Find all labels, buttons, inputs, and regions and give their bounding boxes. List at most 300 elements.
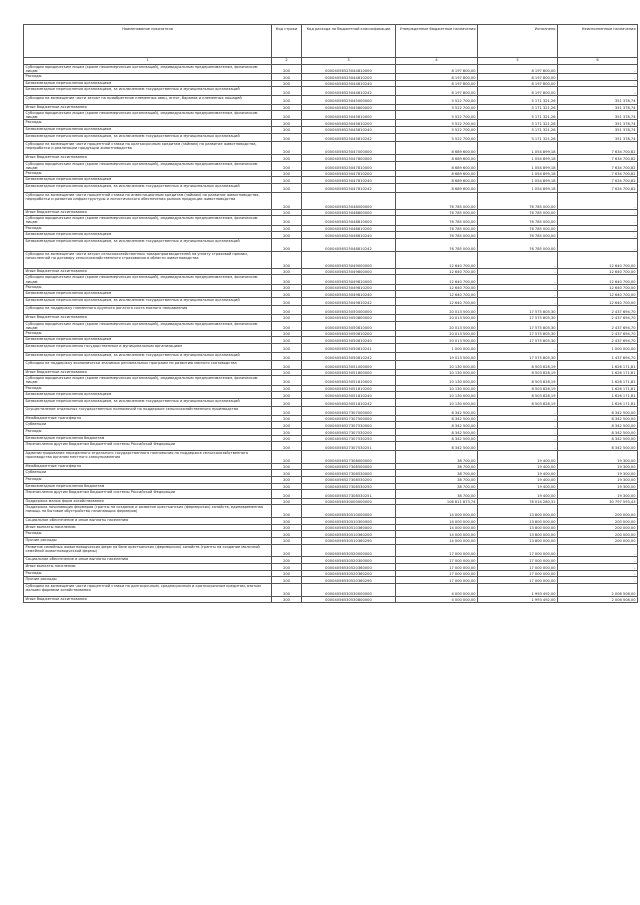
- row-unexecuted: 200 000,00: [558, 518, 638, 525]
- table-row: [24, 570, 638, 577]
- table-row: [24, 442, 638, 451]
- column-number: 5: [478, 58, 558, 65]
- header-approved: Утвержденные бюджетные назначения: [396, 25, 478, 58]
- row-budget-code: 00004056525047810000: [302, 161, 396, 170]
- row-executed: 17 575 805,30: [478, 337, 558, 344]
- row-approved: 5 522 700,00: [396, 95, 478, 104]
- row-approved: 76 785 000,00: [396, 209, 478, 216]
- table-row: [24, 321, 638, 330]
- table-row: [24, 450, 638, 463]
- row-line-code: 200: [272, 531, 302, 538]
- row-unexecuted: 7 634 700,82: [558, 155, 638, 162]
- row-approved: 17 000 000,00: [396, 577, 478, 584]
- row-executed: -: [478, 268, 558, 275]
- row-approved: 10 130 000,00: [396, 369, 478, 376]
- table-row: [24, 238, 638, 251]
- row-line-code: 200: [272, 498, 302, 505]
- row-name: Межбюджетные трансферты: [24, 415, 272, 422]
- table-row: [24, 435, 638, 442]
- table-row: [24, 80, 638, 87]
- table-row: [24, 268, 638, 275]
- row-name: Безвозмездные перечисления организациям: [24, 232, 272, 239]
- row-line-code: 200: [272, 291, 302, 298]
- row-approved: 17 000 000,00: [396, 557, 478, 564]
- row-approved: 1 000 000,00: [396, 343, 478, 352]
- row-unexecuted: 8 342 500,00: [558, 415, 638, 422]
- table-row: [24, 483, 638, 490]
- table-row: [24, 87, 638, 96]
- row-unexecuted: -: [558, 232, 638, 239]
- row-line-code: 200: [272, 518, 302, 525]
- row-budget-code: 00004056525049000000: [302, 251, 396, 268]
- row-name: Безвозмездные перечисления организациям, за исключением государственных и муниципальных организаций: [24, 398, 272, 407]
- row-executed: 1 054 899,18: [478, 155, 558, 162]
- row-name: Социальное обеспечение и иные выплаты населению: [24, 518, 272, 525]
- row-executed: -: [478, 275, 558, 284]
- row-unexecuted: 8 342 500,00: [558, 435, 638, 442]
- row-executed: 17 575 805,30: [478, 352, 558, 361]
- row-name: Расходы: [24, 120, 272, 127]
- table-row: [24, 225, 638, 232]
- row-unexecuted: 1 626 171,81: [558, 398, 638, 407]
- row-budget-code: 00004056525044810000: [302, 65, 396, 74]
- table-row: [24, 343, 638, 352]
- row-executed: 76 785 000,00: [478, 232, 558, 239]
- row-budget-code: 00004056527307530000: [302, 422, 396, 429]
- row-approved: 20 013 500,00: [396, 314, 478, 321]
- table-row: [24, 463, 638, 470]
- row-unexecuted: -: [558, 577, 638, 584]
- row-name: Субсидии на возмещение части процентной ставки по долгосрочным, среднесрочным и краткосрочным кредитам, взятым малыми формами хозяйствования: [24, 583, 272, 596]
- row-unexecuted: 8 342 500,00: [558, 407, 638, 416]
- row-unexecuted: 351 378,74: [558, 104, 638, 111]
- row-approved: 8 689 600,00: [396, 177, 478, 184]
- row-line-code: 200: [272, 557, 302, 564]
- row-unexecuted: 1 626 171,81: [558, 392, 638, 399]
- row-approved: 14 000 000,00: [396, 518, 478, 525]
- row-name: Субсидии юридическим лицам (кроме некоммерческих организаций), индивидуальным предпринимателям, физическим лицам: [24, 275, 272, 284]
- table-row: [24, 284, 638, 291]
- row-name: Иные бюджетные ассигнования: [24, 268, 272, 275]
- table-row: [24, 170, 638, 177]
- table-row: [24, 133, 638, 142]
- row-budget-code: 00004056525049810000: [302, 275, 396, 284]
- row-executed: 13 800 000,00: [478, 505, 558, 518]
- row-executed: 19 400,00: [478, 476, 558, 483]
- row-name: Субсидии юридическим лицам (кроме некоммерческих организаций), индивидуальным предпринимателям, физическим лицам: [24, 376, 272, 385]
- table-row: [24, 596, 638, 603]
- row-line-code: 200: [272, 161, 302, 170]
- header-executed: Исполнено: [478, 25, 558, 58]
- row-line-code: 200: [272, 232, 302, 239]
- row-budget-code: 00004056525050800000: [302, 314, 396, 321]
- table-row: [24, 537, 638, 544]
- row-name: Безвозмездные перечисления организациям, за исключением государственных и муниципальных организаций: [24, 297, 272, 306]
- row-approved: 8 197 800,00: [396, 74, 478, 81]
- table-row: [24, 74, 638, 81]
- table-body: [24, 65, 638, 603]
- row-approved: 14 000 000,00: [396, 531, 478, 538]
- row-unexecuted: -: [558, 238, 638, 251]
- row-executed: 76 785 000,00: [478, 216, 558, 225]
- table-row: [24, 392, 638, 399]
- row-budget-code: 00004056527308530250: [302, 483, 396, 490]
- row-approved: 8 342 500,00: [396, 422, 478, 429]
- row-line-code: 200: [272, 476, 302, 483]
- row-approved: 20 013 500,00: [396, 306, 478, 315]
- row-executed: -: [478, 407, 558, 416]
- header-budget-classification: Код расхода по бюджетной классификации: [302, 25, 396, 58]
- row-name: Субсидии на поддержку экономически значимых региональных программ по развитию мясного скотоводства: [24, 361, 272, 370]
- row-budget-code: 00004056527307530251: [302, 442, 396, 451]
- row-name: Субсидии на возмещение части процентной ставки по инвестиционным кредитам (займам) на развитие животноводства, переработки и развития инфраструктуры и логистического обеспечения рынков продукции животноводства: [24, 192, 272, 209]
- row-name: Расходы: [24, 330, 272, 337]
- row-executed: 5 171 321,26: [478, 95, 558, 104]
- row-name: Расходы: [24, 170, 272, 177]
- row-approved: 12 640 700,00: [396, 275, 478, 284]
- row-line-code: 200: [272, 564, 302, 571]
- row-unexecuted: -: [558, 192, 638, 209]
- row-name: Межбюджетные трансферты: [24, 463, 272, 470]
- table-row: [24, 306, 638, 315]
- row-unexecuted: 19 300,00: [558, 483, 638, 490]
- row-approved: 5 522 700,00: [396, 120, 478, 127]
- row-name: Иные бюджетные ассигнования: [24, 596, 272, 603]
- row-approved: 8 342 500,00: [396, 442, 478, 451]
- table-row: [24, 476, 638, 483]
- row-executed: -: [478, 284, 558, 291]
- row-unexecuted: 200 000,00: [558, 531, 638, 538]
- row-executed: 76 014 280,31: [478, 498, 558, 505]
- table-row: [24, 251, 638, 268]
- row-approved: 10 130 000,00: [396, 361, 478, 370]
- table-row: [24, 161, 638, 170]
- row-executed: 19 400,00: [478, 463, 558, 470]
- row-approved: 20 013 500,00: [396, 321, 478, 330]
- row-line-code: 200: [272, 238, 302, 251]
- row-budget-code: 00004056525051810000: [302, 376, 396, 385]
- row-approved: 38 700,00: [396, 483, 478, 490]
- row-line-code: 200: [272, 111, 302, 120]
- row-approved: 5 522 700,00: [396, 104, 478, 111]
- row-name: Развитие семейных животноводческих ферм на базе крестьянских (фермерских) хозяйств (гранты на создание молочной семейной животноводческой фермы): [24, 544, 272, 557]
- table-row: [24, 385, 638, 392]
- row-executed: 19 400,00: [478, 483, 558, 490]
- table-row: [24, 216, 638, 225]
- row-unexecuted: 8 342 500,00: [558, 429, 638, 436]
- row-executed: 17 575 805,30: [478, 321, 558, 330]
- row-approved: 12 640 700,00: [396, 291, 478, 298]
- row-executed: 1 054 899,18: [478, 177, 558, 184]
- row-executed: 17 575 805,30: [478, 330, 558, 337]
- row-name: Иные бюджетные ассигнования: [24, 209, 272, 216]
- row-approved: 10 130 000,00: [396, 376, 478, 385]
- column-number: 4: [396, 58, 478, 65]
- row-approved: 5 522 700,00: [396, 126, 478, 133]
- row-name: Субсидии юридическим лицам (кроме некоммерческих организаций), индивидуальным предпринимателям, физическим лицам: [24, 216, 272, 225]
- row-line-code: 200: [272, 490, 302, 499]
- row-line-code: 200: [272, 297, 302, 306]
- row-name: Безвозмездные перечисления бюджетам: [24, 483, 272, 490]
- row-unexecuted: 351 378,74: [558, 95, 638, 104]
- column-number: 2: [272, 58, 302, 65]
- row-line-code: 200: [272, 392, 302, 399]
- table-row: [24, 583, 638, 596]
- row-line-code: 200: [272, 95, 302, 104]
- row-budget-code: 00004056527308000000: [302, 450, 396, 463]
- row-line-code: 200: [272, 596, 302, 603]
- row-executed: -: [478, 435, 558, 442]
- row-budget-code: 00004056527308530251: [302, 490, 396, 499]
- row-unexecuted: 2 437 694,70: [558, 337, 638, 344]
- table-row: [24, 275, 638, 284]
- table-row: [24, 209, 638, 216]
- row-line-code: 200: [272, 192, 302, 209]
- row-executed: 5 171 321,26: [478, 133, 558, 142]
- row-executed: -: [478, 442, 558, 451]
- row-approved: 8 689 600,00: [396, 161, 478, 170]
- row-line-code: 200: [272, 537, 302, 544]
- row-unexecuted: 1 000 000,00: [558, 343, 638, 352]
- row-approved: 8 689 600,00: [396, 170, 478, 177]
- row-line-code: 200: [272, 352, 302, 361]
- row-unexecuted: 351 378,74: [558, 111, 638, 120]
- row-name: Субвенции: [24, 422, 272, 429]
- table-row: [24, 111, 638, 120]
- row-executed: 19 400,00: [478, 470, 558, 477]
- row-executed: 76 785 000,00: [478, 238, 558, 251]
- row-name: Поддержка начинающих фермеров (гранты на создание и развитие крестьянских (фермерских) хозяйств, единовременная помощь на бытовое обустройство начинающих фермеров): [24, 505, 272, 518]
- row-unexecuted: -: [558, 570, 638, 577]
- row-unexecuted: 12 640 700,00: [558, 268, 638, 275]
- row-unexecuted: -: [558, 65, 638, 74]
- row-unexecuted: 2 437 694,70: [558, 330, 638, 337]
- row-unexecuted: 2 437 694,70: [558, 321, 638, 330]
- row-executed: 13 800 000,00: [478, 531, 558, 538]
- table-row: [24, 314, 638, 321]
- row-unexecuted: 12 640 700,00: [558, 297, 638, 306]
- row-unexecuted: 2 006 508,00: [558, 596, 638, 603]
- row-line-code: 200: [272, 183, 302, 192]
- row-budget-code: 00004056527307000000: [302, 407, 396, 416]
- row-line-code: 200: [272, 142, 302, 155]
- row-unexecuted: 19 300,00: [558, 476, 638, 483]
- row-budget-code: 00004056530510300000: [302, 518, 396, 525]
- row-name: Безвозмездные перечисления организациям: [24, 177, 272, 184]
- row-unexecuted: 2 437 694,70: [558, 306, 638, 315]
- row-executed: 8 503 828,19: [478, 392, 558, 399]
- row-name: Иные выплаты населению: [24, 524, 272, 531]
- row-name: Иные бюджетные ассигнования: [24, 155, 272, 162]
- row-budget-code: 00004056525049810240: [302, 291, 396, 298]
- row-budget-code: 00004056525048810240: [302, 232, 396, 239]
- row-unexecuted: 351 378,74: [558, 126, 638, 133]
- column-number: 1: [24, 58, 272, 65]
- header-unexecuted: Неисполненные назначения: [558, 25, 638, 58]
- table-row: [24, 361, 638, 370]
- row-name: Безвозмездные перечисления государственным и муниципальным организациям: [24, 343, 272, 352]
- table-row: [24, 498, 638, 505]
- row-budget-code: 00004056530520000000: [302, 544, 396, 557]
- row-line-code: 200: [272, 80, 302, 87]
- table-row: [24, 297, 638, 306]
- row-budget-code: 00004056527308500000: [302, 463, 396, 470]
- row-unexecuted: -: [558, 564, 638, 571]
- row-line-code: 200: [272, 361, 302, 370]
- row-name: Безвозмездные перечисления организациям, за исключением государственных и муниципальных организаций: [24, 238, 272, 251]
- row-executed: 8 197 800,00: [478, 74, 558, 81]
- row-executed: 1 054 899,18: [478, 161, 558, 170]
- row-budget-code: 00004056530520360200: [302, 570, 396, 577]
- table-row: [24, 415, 638, 422]
- row-line-code: 200: [272, 268, 302, 275]
- table-row: [24, 352, 638, 361]
- row-line-code: 200: [272, 505, 302, 518]
- row-unexecuted: -: [558, 544, 638, 557]
- row-budget-code: 00004056525047810240: [302, 177, 396, 184]
- row-executed: 8 197 800,00: [478, 80, 558, 87]
- row-executed: 13 800 000,00: [478, 518, 558, 525]
- row-budget-code: 00004056527308530200: [302, 476, 396, 483]
- table-row: [24, 142, 638, 155]
- row-unexecuted: 1 626 171,81: [558, 369, 638, 376]
- row-name: Безвозмездные перечисления организациям, за исключением государственных и муниципальных организаций: [24, 133, 272, 142]
- row-line-code: 200: [272, 343, 302, 352]
- table-row: [24, 126, 638, 133]
- table-row: [24, 104, 638, 111]
- row-line-code: 200: [272, 170, 302, 177]
- row-unexecuted: 7 634 700,82: [558, 170, 638, 177]
- row-unexecuted: 7 634 700,82: [558, 183, 638, 192]
- row-executed: 19 400,00: [478, 490, 558, 499]
- row-approved: 76 785 000,00: [396, 232, 478, 239]
- row-approved: 12 640 700,00: [396, 268, 478, 275]
- row-line-code: 200: [272, 369, 302, 376]
- row-budget-code: 00004056525047810200: [302, 170, 396, 177]
- row-executed: 76 785 000,00: [478, 192, 558, 209]
- row-line-code: 200: [272, 177, 302, 184]
- row-executed: -: [478, 343, 558, 352]
- row-budget-code: 00004056525048810000: [302, 216, 396, 225]
- row-executed: 76 785 000,00: [478, 225, 558, 232]
- table-row: [24, 330, 638, 337]
- table-row: [24, 398, 638, 407]
- row-line-code: 200: [272, 435, 302, 442]
- row-budget-code: 00004056525050810241: [302, 343, 396, 352]
- row-unexecuted: 19 300,00: [558, 470, 638, 477]
- row-unexecuted: 2 437 694,70: [558, 314, 638, 321]
- row-approved: 4 000 000,00: [396, 583, 478, 596]
- row-name: Иные бюджетные ассигнования: [24, 314, 272, 321]
- row-line-code: 200: [272, 216, 302, 225]
- row-line-code: 200: [272, 583, 302, 596]
- row-budget-code: 00004056530510360290: [302, 537, 396, 544]
- row-approved: 10 130 000,00: [396, 392, 478, 399]
- row-name: Безвозмездные перечисления организациям: [24, 291, 272, 298]
- row-budget-code: 00004056530510360200: [302, 531, 396, 538]
- row-unexecuted: -: [558, 209, 638, 216]
- row-executed: 8 197 800,00: [478, 65, 558, 74]
- row-approved: 12 640 700,00: [396, 297, 478, 306]
- row-budget-code: 00004056525048810200: [302, 225, 396, 232]
- row-budget-code: 00004056527307500000: [302, 415, 396, 422]
- row-unexecuted: 12 640 700,00: [558, 251, 638, 268]
- row-line-code: 200: [272, 330, 302, 337]
- row-line-code: 200: [272, 463, 302, 470]
- table-row: [24, 65, 638, 74]
- row-approved: 10 130 000,00: [396, 385, 478, 392]
- row-approved: 20 013 500,00: [396, 330, 478, 337]
- row-budget-code: 00004056530000000000: [302, 498, 396, 505]
- row-unexecuted: 1 626 171,81: [558, 385, 638, 392]
- row-budget-code: 00004056530510360000: [302, 524, 396, 531]
- table-row: [24, 524, 638, 531]
- row-line-code: 200: [272, 442, 302, 451]
- row-executed: 76 785 000,00: [478, 209, 558, 216]
- row-name: Расходы: [24, 284, 272, 291]
- row-budget-code: 00004056525048800000: [302, 209, 396, 216]
- row-executed: 1 054 899,18: [478, 170, 558, 177]
- row-name: Расходы: [24, 570, 272, 577]
- row-unexecuted: -: [558, 557, 638, 564]
- row-executed: 17 575 805,30: [478, 314, 558, 321]
- row-line-code: 200: [272, 385, 302, 392]
- row-approved: 17 000 000,00: [396, 570, 478, 577]
- table-row: [24, 470, 638, 477]
- row-line-code: 200: [272, 126, 302, 133]
- row-name: Расходы: [24, 225, 272, 232]
- table-row: [24, 177, 638, 184]
- row-name: Иные бюджетные ассигнования: [24, 104, 272, 111]
- row-budget-code: 00004056530530000000: [302, 583, 396, 596]
- row-line-code: 200: [272, 133, 302, 142]
- row-unexecuted: 12 640 700,00: [558, 275, 638, 284]
- row-name: Безвозмездные перечисления организациям: [24, 126, 272, 133]
- row-name: Расходы: [24, 385, 272, 392]
- row-line-code: 200: [272, 450, 302, 463]
- budget-report-page: [23, 24, 636, 603]
- row-executed: 13 800 000,00: [478, 537, 558, 544]
- row-line-code: 200: [272, 415, 302, 422]
- row-approved: 8 197 800,00: [396, 65, 478, 74]
- row-approved: 8 689 600,00: [396, 155, 478, 162]
- row-unexecuted: -: [558, 80, 638, 87]
- row-name: Безвозмездные перечисления организациям: [24, 80, 272, 87]
- row-unexecuted: 19 300,00: [558, 463, 638, 470]
- row-approved: 8 197 800,00: [396, 87, 478, 96]
- row-budget-code: 00004056525050810242: [302, 352, 396, 361]
- row-executed: 8 197 800,00: [478, 87, 558, 96]
- column-number: 3: [302, 58, 396, 65]
- row-unexecuted: -: [558, 216, 638, 225]
- row-unexecuted: 8 342 500,00: [558, 422, 638, 429]
- row-approved: 38 700,00: [396, 450, 478, 463]
- row-unexecuted: 30 797 593,43: [558, 498, 638, 505]
- row-executed: -: [478, 422, 558, 429]
- row-name: Субвенции: [24, 470, 272, 477]
- row-name: Субсидии юридическим лицам (кроме некоммерческих организаций), индивидуальным предпринимателям, физическим лицам: [24, 161, 272, 170]
- row-name: Социальное обеспечение и иные выплаты населению: [24, 557, 272, 564]
- row-budget-code: 00004056525051000000: [302, 361, 396, 370]
- row-line-code: 200: [272, 483, 302, 490]
- row-line-code: 200: [272, 570, 302, 577]
- table-row: [24, 531, 638, 538]
- row-line-code: 200: [272, 398, 302, 407]
- row-unexecuted: 8 342 500,00: [558, 442, 638, 451]
- table-row: [24, 337, 638, 344]
- row-budget-code: 00004056525047000000: [302, 142, 396, 155]
- table-row: [24, 490, 638, 499]
